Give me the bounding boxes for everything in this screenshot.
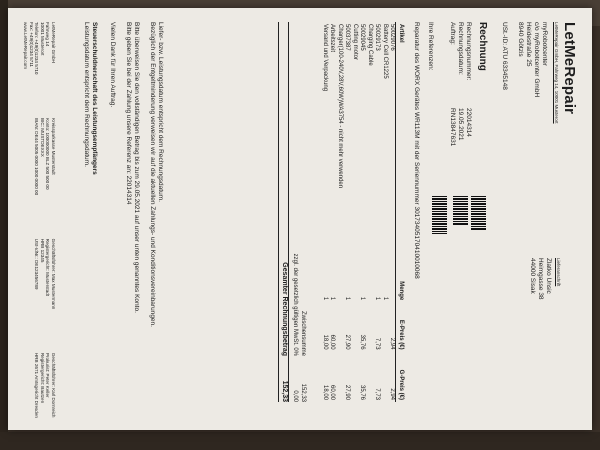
recipient-line: 8940 Götzis [516, 22, 524, 57]
table-row [343, 22, 351, 402]
item-unit-price: 35,76 [359, 334, 366, 350]
footer-line: Kreissparkasse Musterstadt [51, 118, 56, 175]
invoice-number: 22014314 [465, 108, 472, 137]
table-row [358, 22, 366, 402]
table-row [328, 22, 336, 402]
delivery-line: Heimgasse 38 [537, 258, 545, 300]
footer-line: HRB 2671 Amtsgericht Dresden [34, 352, 40, 418]
table-row [336, 22, 344, 402]
footer-line: www.LetMeRepair.com [23, 22, 29, 69]
item-qty: 1 [374, 296, 381, 301]
item-total [381, 352, 389, 402]
item-name: 50029173 [374, 24, 381, 51]
table-row [388, 22, 396, 402]
table-header-row [396, 22, 404, 402]
item-qty [336, 268, 344, 302]
meta-row [448, 22, 456, 146]
footer-line: USt-IdNr.: DE123456789 [34, 238, 40, 290]
footer-column [23, 118, 56, 195]
thank-you-note: Vielen Dank für Ihren Auftrag. [109, 22, 116, 108]
column-header: Artikel [396, 22, 404, 268]
delivery-line: Zlatko Unsic [545, 258, 553, 294]
item-name: 50037387 [344, 24, 351, 51]
meta-row [464, 22, 472, 146]
column-header: Menge [396, 268, 404, 302]
footer-line: LetMeRepair GmbH [51, 22, 56, 63]
recipient-address [516, 22, 549, 97]
footer-line: Fahrweg 14 [45, 22, 51, 47]
subtotal-value: 152,33 [300, 383, 306, 402]
item-name: Arbeitszeit [329, 24, 336, 53]
footer-line: Registergericht: Bautzen [40, 352, 45, 404]
references-label: Ihre Referenzen: [427, 22, 434, 71]
item-total: 2,94 [389, 388, 396, 400]
footer-column [23, 22, 56, 75]
footer-line: Konto: 100000000 BLZ 500 500 00 [45, 118, 51, 190]
invoice-footer [23, 22, 56, 418]
background-floor [0, 432, 600, 450]
subtotal-label: Zwischensumme [300, 310, 306, 356]
invoice-date: 19.05.2021 [456, 108, 464, 141]
item-qty: 1 [359, 296, 366, 301]
item-unit-price [336, 302, 344, 351]
item-unit-price: 18,00 [322, 334, 328, 350]
item-name: Charger(100-240V,28V,60W)WA3754 - nicht mehr verwenden [337, 24, 343, 189]
item-total: 7,73 [374, 388, 381, 400]
vat-row [291, 22, 299, 402]
reference-instruction: Bitte geben Sie bei der Zahlung unsere Referenz an: 22014314 [125, 22, 132, 205]
repair-description: Reparatur des WORX Gerätes WR113M mit der Seriennummer 30173405170410010068 [413, 22, 420, 279]
vat-value: 0,00 [292, 390, 298, 402]
grand-total-row [278, 22, 289, 402]
items-table [321, 22, 405, 402]
item-name: Versand und Verpackung [322, 24, 328, 92]
payment-terms-note: Bezüglich der Entgeltminderung verweisen wir auf die aktuellen Zahlungs- und Konditionsvereinbarungen. [149, 22, 156, 327]
table-row [381, 22, 389, 402]
footer-line: 10001 Musterort [40, 22, 45, 56]
item-unit-price [366, 302, 374, 351]
item-name: Charging Cable [367, 24, 373, 66]
item-unit-price: 2,94 [389, 337, 396, 350]
item-unit-price: 27,90 [344, 334, 351, 350]
item-unit-price [381, 302, 389, 351]
item-total: 27,90 [344, 384, 351, 400]
background-edge [0, 0, 8, 450]
vat-label: zzgl. der gesetzlich gültigen MwSt. 0% [292, 253, 298, 356]
item-total [336, 352, 344, 402]
item-total [366, 352, 374, 402]
barcode [453, 196, 468, 226]
footer-line: Registergericht: Musterstadt [45, 238, 51, 297]
meta-key: Rechnungsnummer: [465, 22, 472, 81]
item-qty [366, 268, 374, 302]
footer-line: Prokurist: Peter Keller [45, 352, 51, 398]
meta-row [456, 22, 464, 146]
invoice-meta [448, 22, 472, 146]
meta-key: Rechnungsdatum: [456, 22, 464, 75]
footer-line: HRB 12345 [40, 238, 45, 263]
reverse-charge-note: Steuerschuldnerschaft des Leistungsempfängers [91, 22, 98, 175]
invoice-page [8, 8, 592, 430]
footer-line: IBAN: DE44 5005 0000 1000 0000 00 [34, 118, 40, 196]
document-title: Rechnung [477, 22, 488, 71]
grand-total-label: Gesamter Rechnungsbetrag [281, 262, 288, 356]
item-qty [351, 268, 359, 302]
table-row [373, 22, 381, 402]
service-date-note: Leistungsdatum entspricht dem Rechnungsdatum. [83, 22, 90, 167]
item-total: 18,00 [322, 384, 328, 400]
footer-column [23, 239, 56, 310]
recipient-line: myRobotcenter [541, 22, 548, 67]
item-name: Battery Cell CR1225 [382, 24, 388, 79]
delivery-address [528, 258, 561, 300]
invoice-sheet [8, 8, 592, 430]
grand-total-value: 152,33 [281, 380, 288, 402]
footer-column [23, 353, 56, 418]
footer-line: Geschäftsführer: Karl Dornreich [51, 352, 56, 418]
item-name: 50029045 [359, 24, 366, 51]
delivery-line: 44000 Sisak [529, 258, 537, 294]
subtotal-row [299, 22, 307, 402]
item-name: Cutting motor [352, 24, 358, 61]
delivery-date-note: Liefer- bzw. Leistungsdatum entspricht dem Rechnungsdatum. [157, 22, 164, 202]
item-total: 60,00 [329, 384, 336, 400]
delivery-label: Lieferanschrift [556, 258, 561, 287]
item-unit-price: 60,00 [329, 334, 336, 350]
item-name: 50029076 [389, 24, 396, 51]
column-header: G-Preis (€) [396, 352, 404, 402]
item-total [351, 352, 359, 402]
sender-line: LetMeRepair GmbH, Fahrweg 14, 10001 Musterort [554, 22, 559, 124]
order-number: RN13847631 [448, 108, 456, 147]
item-total: 35,76 [359, 384, 366, 400]
recipient-line: c/o myRobotcenter GmbH [532, 22, 540, 98]
item-unit-price [351, 302, 359, 351]
item-qty: 1 [344, 296, 351, 301]
company-logo: LetMeRepair [561, 22, 578, 115]
item-qty: 1 [382, 296, 388, 301]
item-qty: 1 [322, 296, 328, 301]
recipient-line: Heidestraße 25 [524, 22, 532, 67]
vat-id: USt.-ID: ATU 63345148 [501, 22, 508, 90]
table-row [351, 22, 359, 402]
meta-key: Auftrag: [448, 22, 456, 45]
table-row [366, 22, 374, 402]
footer-line: BIC: MUSTDEXXX [40, 118, 45, 157]
column-header: E-Preis (€) [396, 302, 404, 351]
item-unit-price: 7,73 [374, 337, 381, 350]
footer-line: Geschäftsführer: Max Mustermann [51, 238, 56, 310]
barcode [471, 196, 486, 230]
footer-line: Fax: +49(0)1234 5711 [29, 22, 34, 67]
item-qty [388, 268, 396, 302]
table-row [321, 22, 329, 402]
footer-line: Telefon: +49(0)1234 5710 [34, 22, 40, 75]
transfer-instruction: Bitte überweisen Sie den vollständigen Betrag bis zum 29.05.2021 auf unser unten genanntes Konto. [133, 22, 140, 313]
barcode [432, 196, 447, 234]
item-qty: 1 [329, 296, 336, 301]
